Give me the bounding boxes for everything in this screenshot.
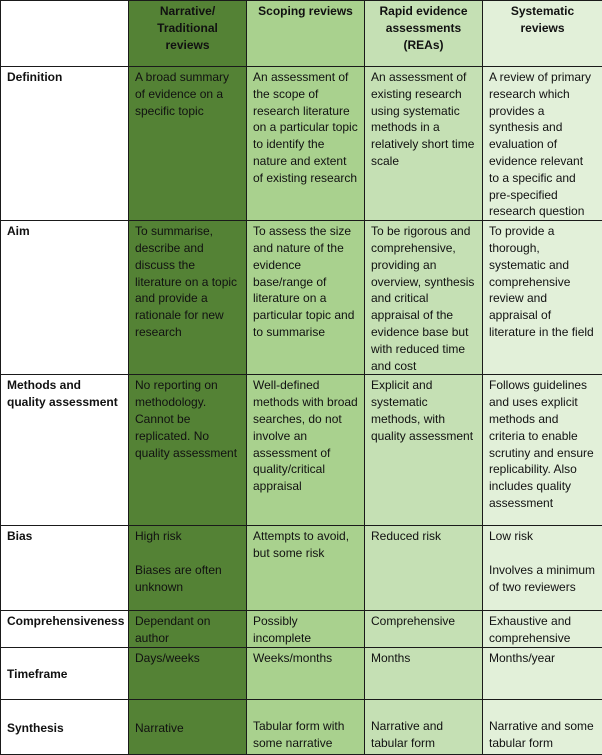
table-cell: Reduced risk <box>365 526 483 611</box>
table-cell: Narrative and some tabular form <box>483 699 602 754</box>
table-row-synthesis <box>1 699 602 754</box>
column-header-scoping: Scoping reviews <box>247 1 365 67</box>
table-cell: Well-defined methods with broad searches, do not involve an assessment of quality/critical appraisal <box>247 375 365 526</box>
table-cell: Tabular form with some narrative <box>247 699 365 754</box>
column-header-systematic: Systematic reviews <box>483 1 602 67</box>
row-label: Methods and quality assessment <box>1 375 129 526</box>
table-cell: To assess the size and nature of the evidence base/range of literature on a particular topic and to summarise <box>247 221 365 375</box>
table-cell: To be rigorous and comprehensive, providing an overview, synthesis and critical appraisal of the evidence base but with reduced time and cost <box>365 221 483 375</box>
row-label: Aim <box>1 221 129 375</box>
table-cell: High risk Biases are often unknown <box>129 526 247 611</box>
table-cell: Narrative <box>129 699 247 754</box>
table-cell: Comprehensive <box>365 611 483 648</box>
table-row-methods <box>1 375 602 526</box>
row-label: Bias <box>1 526 129 611</box>
table-cell: Low risk Involves a minimum of two reviewers <box>483 526 602 611</box>
table-row-definition <box>1 67 602 221</box>
table-row-comprehensiveness <box>1 611 602 648</box>
table-cell: Narrative and tabular form <box>365 699 483 754</box>
corner-cell <box>1 1 129 67</box>
row-label: Timeframe <box>1 647 129 699</box>
table-cell: Months/year <box>483 647 602 699</box>
table-cell: Follows guidelines and uses explicit methods and criteria to enable scrutiny and ensure replicability. Also includes quality assessment <box>483 375 602 526</box>
table-cell: Possibly incomplete <box>247 611 365 648</box>
table-cell: Days/weeks <box>129 647 247 699</box>
table-cell: Months <box>365 647 483 699</box>
row-label: Definition <box>1 67 129 221</box>
table-cell: Explicit and systematic methods, with quality assessment <box>365 375 483 526</box>
table-row-bias <box>1 526 602 611</box>
table-cell: Dependant on author <box>129 611 247 648</box>
row-label: Comprehensiveness <box>1 611 129 648</box>
table-cell: A broad summary of evidence on a specific topic <box>129 67 247 221</box>
table-cell: Weeks/months <box>247 647 365 699</box>
table-cell: An assessment of existing research using systematic methods in a relatively short time scale <box>365 67 483 221</box>
table-cell: No reporting on methodology. Cannot be replicated. No quality assessment <box>129 375 247 526</box>
table-cell: To provide a thorough, systematic and comprehensive review and appraisal of literature in the field <box>483 221 602 375</box>
table-row-aim <box>1 221 602 375</box>
table-cell: A review of primary research which provides a synthesis and evaluation of evidence relevant to a specific and pre-specified research question <box>483 67 602 221</box>
table-cell: Attempts to avoid, but some risk <box>247 526 365 611</box>
table-cell: Exhaustive and comprehensive <box>483 611 602 648</box>
row-label: Synthesis <box>1 699 129 754</box>
table-cell: An assessment of the scope of research literature on a particular topic to identify the nature and extent of existing research <box>247 67 365 221</box>
column-header-rea: Rapid evidence assessments (REAs) <box>365 1 483 67</box>
table-cell: To summarise, describe and discuss the literature on a topic and provide a rationale for new research <box>129 221 247 375</box>
header-row <box>1 1 602 67</box>
column-header-narrative: Narrative/ Traditional reviews <box>129 1 247 67</box>
table-row-timeframe <box>1 647 602 699</box>
